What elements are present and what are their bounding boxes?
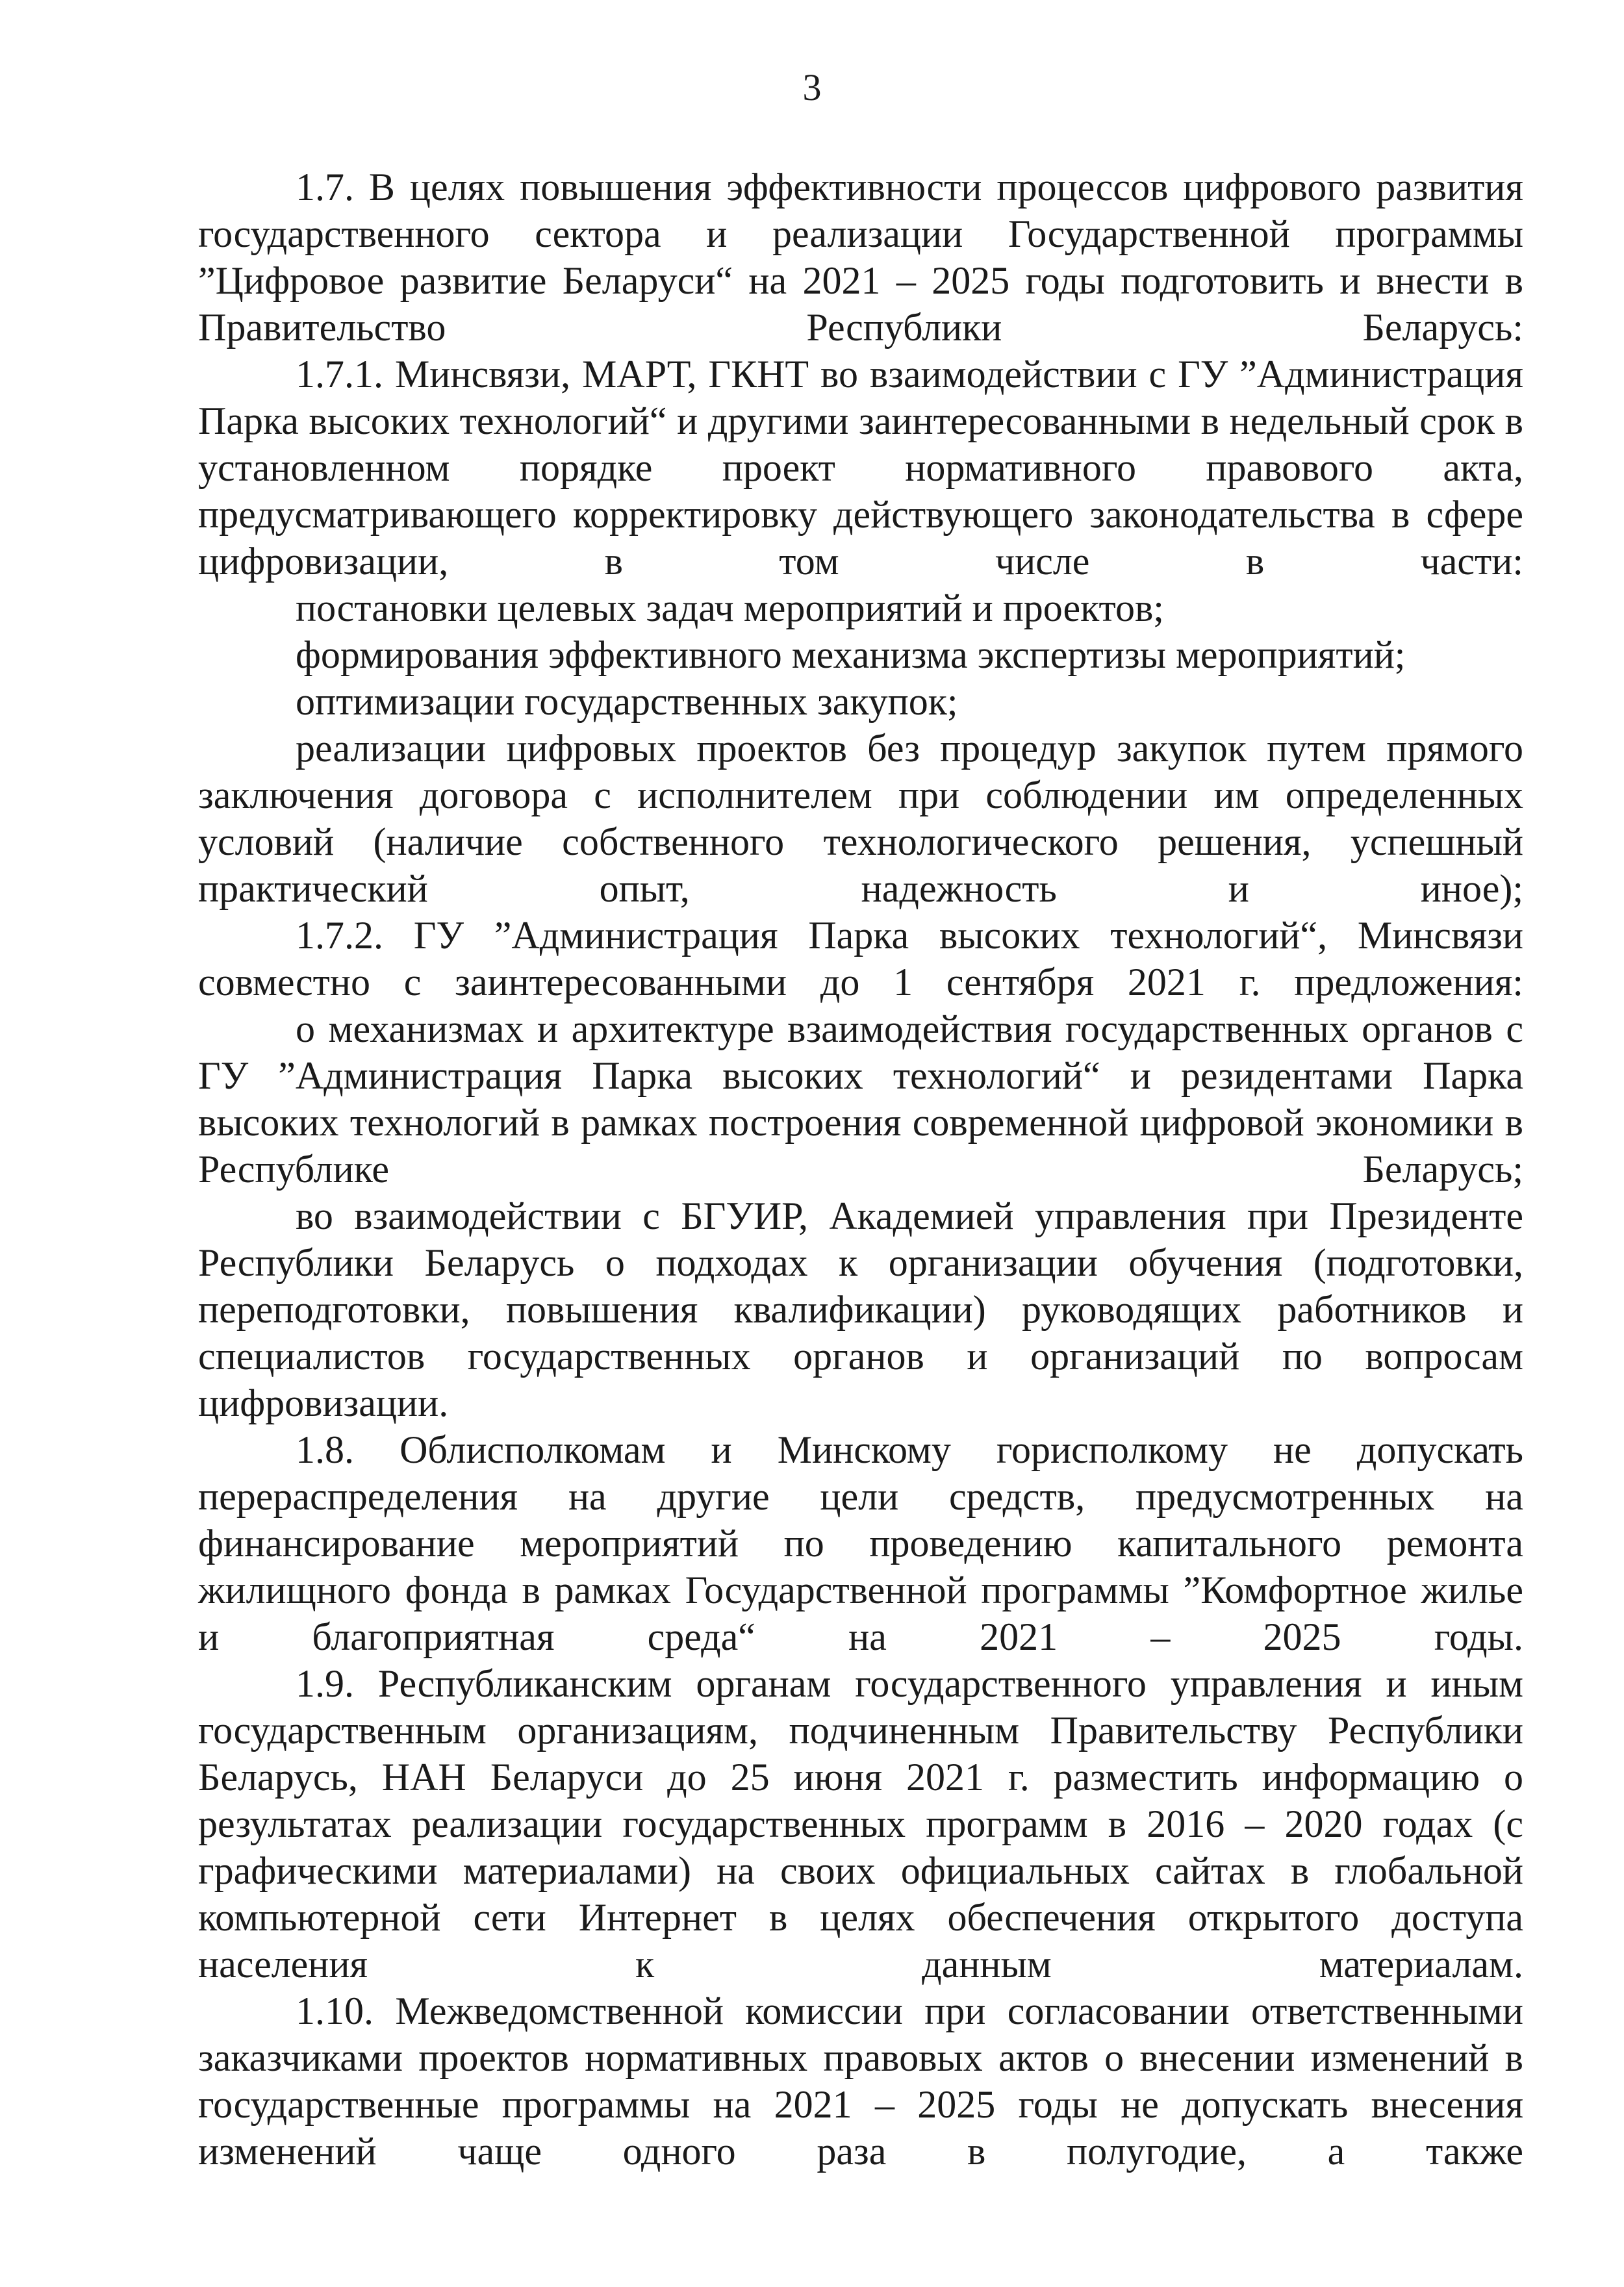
paragraph-item-procurement: оптимизации государственных закупок; [296,680,958,723]
paragraph-item-expertise: формирования эффективного механизма экспертизы мероприятий; [296,633,1406,676]
paragraph-item-mechanisms: о механизмах и архитектуре взаимодействия государственных органов с ГУ ”Администрация Парка высоких технологий“ и резидентами Парка высоких технологий в рамках построения современной цифровой экономики в Республике Беларусь; [198,1007,1524,1191]
paragraph-1-8: 1.8. Облисполкомам и Минскому горисполкому не допускать перераспределения на другие цели средств, предусмотренных на финансирование мероприятий по проведению капитального ремонта жилищного фонда в рамках Государственной программы ”Комфортное жилье и благоприятная среда“ на 2021 – 2025 годы. [198,1428,1524,1658]
paragraph-1-7: 1.7. В целях повышения эффективности процессов цифрового развития государственного сектора и реализации Государственной программы ”Цифровое развитие Беларуси“ на 2021 – 2025 годы подготовить и внести в Правительство Республики Беларусь: [198,166,1524,349]
paragraph-1-7-1: 1.7.1. Минсвязи, МАРТ, ГКНТ во взаимодействии с ГУ ”Администрация Парка высоких технологий“ и другими заинтересованными в недельный срок в установленном порядке проект нормативного правового акта, предусматривающего корректировку действующего законодательства в сфере цифровизации, в том числе в части: [198,353,1524,583]
paragraph-1-7-2: 1.7.2. ГУ ”Администрация Парка высоких технологий“, Минсвязи совместно с заинтересованными до 1 сентября 2021 г. предложения: [198,914,1523,1004]
page-number: 3 [802,66,822,108]
paragraph-1-9: 1.9. Республиканским органам государственного управления и иным государственным организациям, подчиненным Правительству Республики Беларусь, НАН Беларуси до 25 июня 2021 г. разместить информацию о результатах реализации государственных программ в 2016 – 2020 годах (с графическими материалами) на своих официальных сайтах в глобальной компьютерной сети Интернет в целях обеспечения открытого доступа населения к данным материалам. [198,1662,1524,1986]
paragraph-1-10: 1.10. Межведомственной комиссии при согласовании ответственными заказчиками проектов нормативных правовых актов о внесении изменений в государственные программы на 2021 – 2025 годы не допускать внесения изменений чаще одного раза в полугодие, а также [198,1990,1523,2173]
paragraph-item-targets: постановки целевых задач мероприятий и проектов; [296,587,1164,629]
document-body [198,164,1523,2175]
paragraph-item-training: во взаимодействии с БГУИР, Академией управления при Президенте Республики Беларусь о подходах к организации обучения (подготовки, переподготовки, повышения квалификации) руководящих работников и специалистов государственных органов и организаций по вопросам цифровизации. [198,1194,1523,1424]
paragraph-item-digital-projects: реализации цифровых проектов без процедур закупок путем прямого заключения договора с исполнителем при соблюдении им определенных условий (наличие собственного технологического решения, успешный практический опыт, надежность и иное); [198,727,1523,910]
